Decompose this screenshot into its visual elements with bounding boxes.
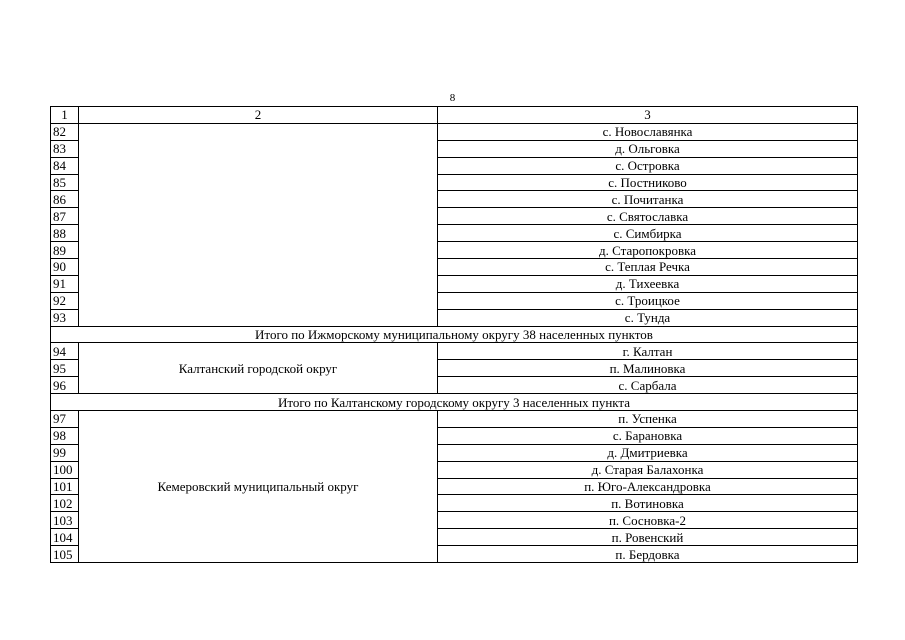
row-number-cell: 98 [51, 427, 79, 444]
settlement-cell: с. Троицкое [438, 292, 858, 309]
total-row [51, 394, 858, 411]
settlements-table [50, 106, 858, 563]
settlement-cell: д. Ольговка [438, 140, 858, 157]
row-number-cell: 101 [51, 478, 79, 495]
district-cell: Кемеровский муниципальный округ [79, 411, 438, 563]
settlement-cell: п. Вотиновка [438, 495, 858, 512]
row-number-cell: 89 [51, 242, 79, 259]
row-number-cell: 96 [51, 377, 79, 394]
row-number-cell: 88 [51, 225, 79, 242]
header-row [51, 107, 858, 124]
header-col-settlement: 3 [438, 107, 858, 124]
table-row [51, 343, 858, 360]
total-row [51, 326, 858, 343]
district-cell: Калтанский городской округ [79, 343, 438, 394]
settlement-cell: с. Тунда [438, 309, 858, 326]
row-number-cell: 84 [51, 157, 79, 174]
settlement-cell: п. Ровенский [438, 529, 858, 546]
group-total-text: Итого по Ижморскому муниципальному округу 38 населенных пунктов [51, 326, 858, 343]
row-number-cell: 97 [51, 411, 79, 428]
settlement-cell: д. Старопокровка [438, 242, 858, 259]
table-row [51, 411, 858, 428]
settlement-cell: с. Барановка [438, 427, 858, 444]
settlement-cell: п. Малиновка [438, 360, 858, 377]
settlement-cell: п. Сосновка-2 [438, 512, 858, 529]
row-number-cell: 87 [51, 208, 79, 225]
row-number-cell: 99 [51, 444, 79, 461]
settlement-cell: с. Святославка [438, 208, 858, 225]
table-body [51, 107, 858, 563]
row-number-cell: 103 [51, 512, 79, 529]
page-number: 8 [449, 92, 456, 104]
settlement-cell: с. Постниково [438, 174, 858, 191]
settlement-cell: с. Теплая Речка [438, 259, 858, 276]
row-number-cell: 102 [51, 495, 79, 512]
row-number-cell: 93 [51, 309, 79, 326]
row-number-cell: 94 [51, 343, 79, 360]
row-number-cell: 100 [51, 461, 79, 478]
row-number-cell: 90 [51, 259, 79, 276]
settlement-cell: п. Юго-Александровка [438, 478, 858, 495]
settlement-cell: г. Калтан [438, 343, 858, 360]
settlement-cell: с. Почитанка [438, 191, 858, 208]
table-row [51, 123, 858, 140]
settlement-cell: с. Сарбала [438, 377, 858, 394]
row-number-cell: 82 [51, 123, 79, 140]
settlement-cell: п. Бердовка [438, 546, 858, 563]
settlement-cell: с. Островка [438, 157, 858, 174]
district-cell [79, 123, 438, 326]
row-number-cell: 86 [51, 191, 79, 208]
settlement-cell: с. Симбирка [438, 225, 858, 242]
group-total-text: Итого по Калтанскому городскому округу 3 населенных пункта [51, 394, 858, 411]
settlement-cell: п. Успенка [438, 411, 858, 428]
header-col-number: 1 [51, 107, 79, 124]
settlement-cell: д. Старая Балахонка [438, 461, 858, 478]
settlement-cell: д. Тихеевка [438, 275, 858, 292]
row-number-cell: 105 [51, 546, 79, 563]
header-col-district: 2 [79, 107, 438, 124]
settlement-cell: с. Новославянка [438, 123, 858, 140]
settlement-cell: д. Дмитриевка [438, 444, 858, 461]
row-number-cell: 104 [51, 529, 79, 546]
row-number-cell: 92 [51, 292, 79, 309]
row-number-cell: 85 [51, 174, 79, 191]
row-number-cell: 83 [51, 140, 79, 157]
row-number-cell: 91 [51, 275, 79, 292]
row-number-cell: 95 [51, 360, 79, 377]
